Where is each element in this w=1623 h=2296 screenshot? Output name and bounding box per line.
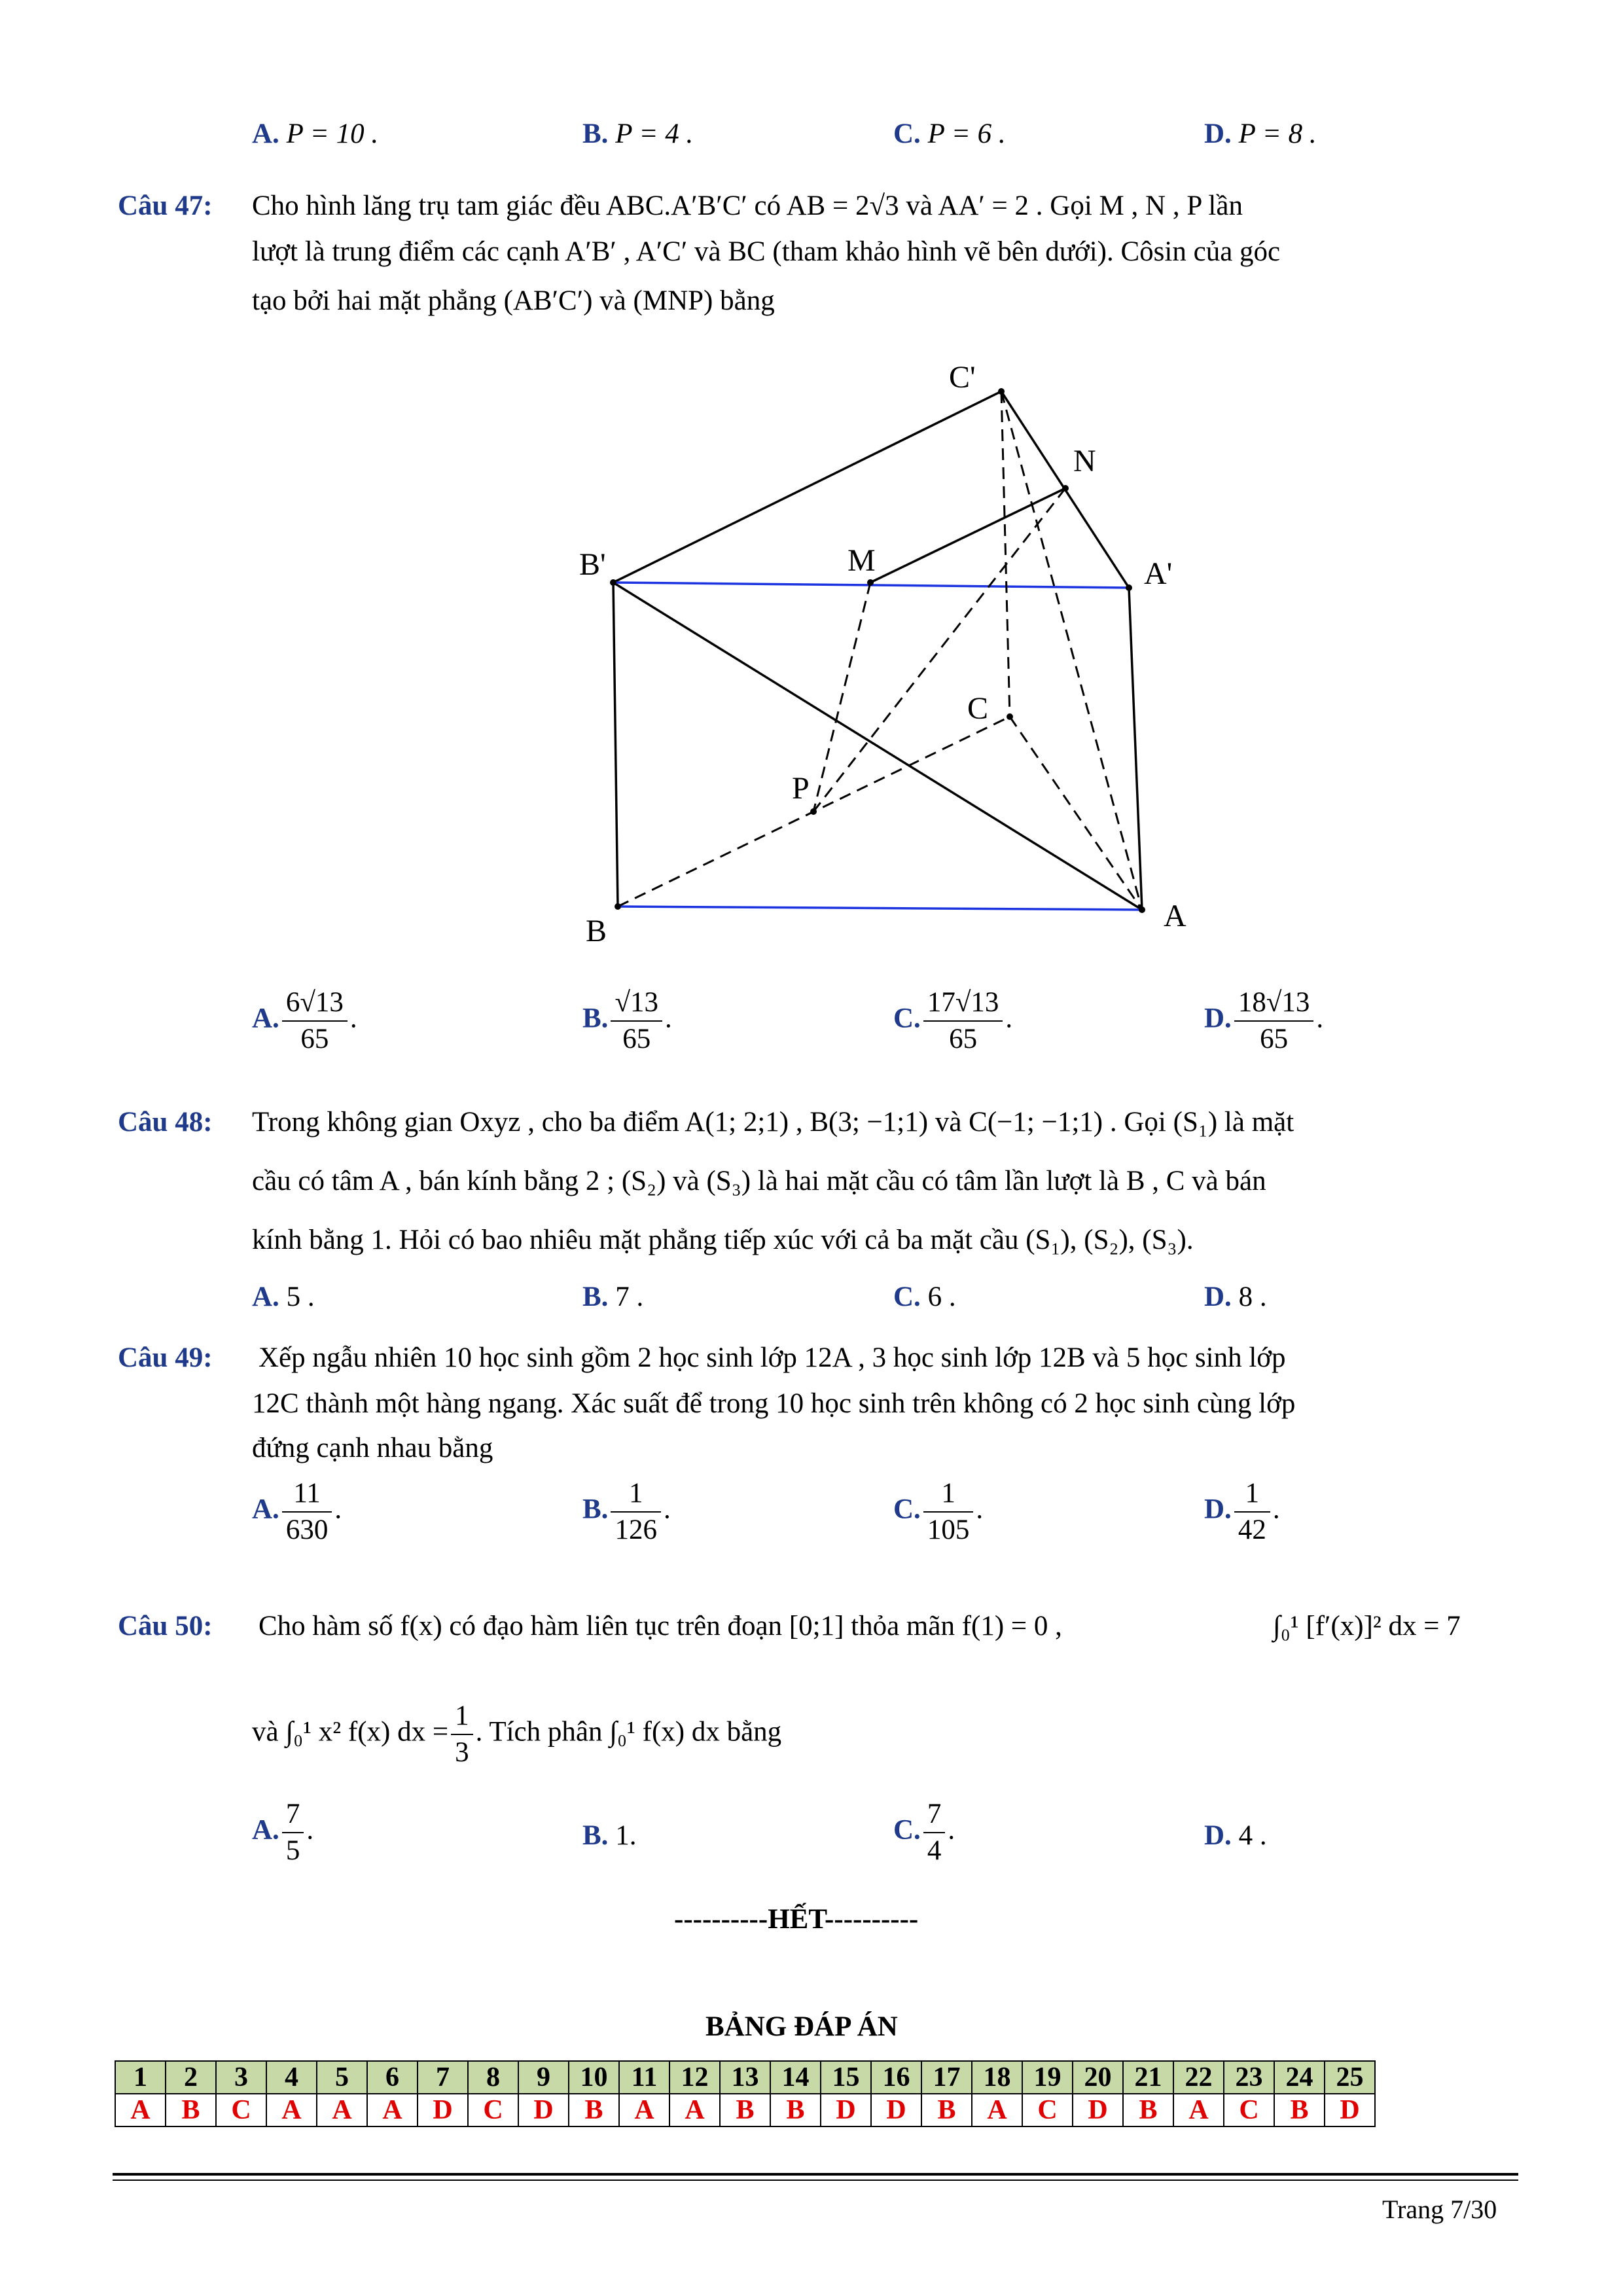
q48-option-a: A. 5 . [252,1282,315,1312]
edge-b1-a [613,583,1142,910]
answer-key-number-cell: 18 [972,2061,1022,2094]
answer-key-letter-cell: A [367,2094,418,2126]
edge-a1-a [1129,588,1142,910]
q49-option-b: B. $\frac{1}{126}$ . [582,1476,671,1548]
answer-key-number-cell: 8 [468,2061,518,2094]
answer-key-letter-cell: C [1224,2094,1274,2126]
answer-key-number-cell: 3 [216,2061,266,2094]
answer-key-letter-cell: D [518,2094,569,2126]
answer-key-letter-cell: B [1123,2094,1173,2126]
answer-key-number-cell: 7 [418,2061,468,2094]
edge-c-a [1010,717,1142,910]
answer-key-letter-cell: D [1073,2094,1123,2126]
answer-key-number-cell: 4 [266,2061,317,2094]
q49-option-d: D. $\frac{1}{42}$ . [1204,1476,1280,1548]
q47-option-b: B. $\frac{√13}{65}$ . [582,985,672,1057]
q50-label: Câu 50: [118,1611,213,1641]
answer-key-letter-cell: B [921,2094,972,2126]
q49-text-line2: 12C thành một hàng ngang. Xác suất để trong 10 học sinh trên không có 2 học sinh cùng lớp [252,1388,1296,1419]
label-c: C [967,691,989,726]
q47-text-line3: tạo bởi hai mặt phẳng (AB′C′) và (MNP) bằng [252,285,775,316]
answer-key-letter-cell: A [1173,2094,1224,2126]
answer-key-letter-cell: D [871,2094,921,2126]
edge-c1-c [1001,391,1010,717]
answer-key-number-cell: 17 [921,2061,972,2094]
answer-key-letter-cell: C [216,2094,266,2126]
answer-key-number-cell: 10 [569,2061,619,2094]
answer-key-letter-cell: C [468,2094,518,2126]
q47-option-c: C. $\frac{17√13}{65}$ . [893,985,1012,1057]
edge-b-a [618,906,1142,910]
edge-c1-a [1001,391,1142,910]
answer-key-number-cell: 14 [770,2061,821,2094]
answer-key-number-cell: 25 [1325,2061,1375,2094]
answer-key-number-cell: 16 [871,2061,921,2094]
answer-key-number-cell: 13 [720,2061,770,2094]
answer-key-number-cell: 19 [1022,2061,1073,2094]
answer-key-number-cell: 1 [115,2061,166,2094]
answer-key-number-cell: 9 [518,2061,569,2094]
answer-key-number-cell: 23 [1224,2061,1274,2094]
q48-text-line1: Trong không gian Oxyz , cho ba điểm A(1; 2;1) , B(3; −1;1) và C(−1; −1;1) . Gọi (S₁) là mặt [252,1107,1294,1138]
answer-key-letter-cell: D [1325,2094,1375,2126]
q48-label: Câu 48: [118,1107,213,1138]
answer-key-number-cell: 24 [1274,2061,1325,2094]
answer-key-letter-cell: B [1274,2094,1325,2126]
q47-label: Câu 47: [118,190,213,221]
label-a: A [1164,899,1186,933]
answer-key-letter-cell: C [1022,2094,1073,2126]
answer-key-number-cell: 5 [317,2061,367,2094]
q50-option-d: D. 4 . [1204,1820,1267,1851]
edge-m-p [813,583,870,812]
answer-key-letter-cell: B [569,2094,619,2126]
prism-figure [0,0,1623,969]
answer-key-letter-cell: A [317,2094,367,2126]
label-m: M [847,543,876,578]
answer-key-letter-cell: B [720,2094,770,2126]
q50-option-a: A. $\frac{7}{5}$ . [252,1797,313,1869]
answer-key-table [115,2060,1376,2127]
answer-key-number-cell: 22 [1173,2061,1224,2094]
end-marker: ----------HẾT---------- [674,1904,919,1935]
edge-b1-c1 [613,391,1001,583]
q46-option-c: C. P = 6 . [893,118,1006,149]
answer-key-letters-row [115,2094,1375,2126]
q48-text-line3: kính bằng 1. Hỏi có bao nhiêu mặt phẳng tiếp xúc với cả ba mặt cầu (S₁), (S₂), (S₃). [252,1225,1194,1255]
edge-n-p [813,488,1065,812]
q48-option-c: C. 6 . [893,1282,956,1312]
q46-option-b: B. P = 4 . [582,118,694,149]
q46-option-a: A. P = 10 . [252,118,379,149]
answer-key-number-cell: 11 [619,2061,669,2094]
answer-key-number-cell: 2 [166,2061,216,2094]
label-p: P [792,771,810,806]
label-b1: B' [579,547,606,582]
edge-b1-b [613,583,618,906]
label-b: B [586,914,607,948]
answer-key-numbers-row [115,2061,1375,2094]
q47-text-line2: lượt là trung điểm các cạnh A′B′ , A′C′ và BC (tham khảo hình vẽ bên dưới). Côsin của góc [252,236,1281,267]
q50-option-c: C. $\frac{7}{4}$ . [893,1797,955,1869]
answer-key-number-cell: 21 [1123,2061,1173,2094]
footer-rule-thick [113,2173,1518,2176]
answer-key-number-cell: 15 [821,2061,871,2094]
q50-text-line2: và ∫₀¹ x² f(x) dx = $\frac{1}{3}$ . Tích phân ∫₀¹ f(x) dx bằng [252,1698,781,1770]
q49-text-line1: Xếp ngẫu nhiên 10 học sinh gồm 2 học sinh lớp 12A , 3 học sinh lớp 12B và 5 học sinh lớp [259,1342,1286,1373]
answer-key-letter-cell: D [418,2094,468,2126]
answer-key-letter-cell: A [972,2094,1022,2126]
label-a1: A' [1144,556,1173,591]
answer-key-number-cell: 12 [669,2061,720,2094]
q50-option-b: B. 1. [582,1820,637,1851]
label-n: N [1073,444,1096,478]
footer-rule-thin [113,2179,1518,2181]
q47-text-line1: Cho hình lăng trụ tam giác đều ABC.A′B′C′ có AB = 2√3 và AA′ = 2 . Gọi M , N , P lần [252,190,1243,221]
q48-text-line2: cầu có tâm A , bán kính bằng 2 ; (S₂) và (S₃) là hai mặt cầu có tâm lần lượt là B , C và bán [252,1166,1266,1196]
edge-m-n [870,488,1065,583]
answer-key-letter-cell: A [266,2094,317,2126]
label-c1: C' [949,360,976,395]
page-number: Trang 7/30 [1382,2195,1497,2224]
answer-key-letter-cell: D [821,2094,871,2126]
answer-key-number-cell: 6 [367,2061,418,2094]
answer-key-number-cell: 20 [1073,2061,1123,2094]
q49-text-line3: đứng cạnh nhau bằng [252,1433,493,1463]
q49-option-a: A. $\frac{11}{630}$ . [252,1476,342,1548]
q50-text-line1b: ∫₀¹ [f′(x)]² dx = 7 [1273,1611,1461,1641]
q49-label: Câu 49: [118,1342,213,1373]
q46-option-d: D. P = 8 . [1204,118,1317,149]
answer-key-letter-cell: A [619,2094,669,2126]
q48-option-d: D. 8 . [1204,1282,1267,1312]
answer-key-letter-cell: A [115,2094,166,2126]
answer-key-title: BẢNG ĐÁP ÁN [705,2011,898,2042]
q47-option-d: D. $\frac{18√13}{65}$ . [1204,985,1323,1057]
q47-option-a: A. $\frac{6√13}{65}$ . [252,985,357,1057]
answer-key-letter-cell: B [166,2094,216,2126]
answer-key-letter-cell: B [770,2094,821,2126]
q50-text-line1a: Cho hàm số f(x) có đạo hàm liên tục trên đoạn [0;1] thỏa mãn f(1) = 0 , [259,1611,1062,1641]
answer-key-letter-cell: A [669,2094,720,2126]
q48-option-b: B. 7 . [582,1282,644,1312]
q49-option-c: C. $\frac{1}{105}$ . [893,1476,983,1548]
